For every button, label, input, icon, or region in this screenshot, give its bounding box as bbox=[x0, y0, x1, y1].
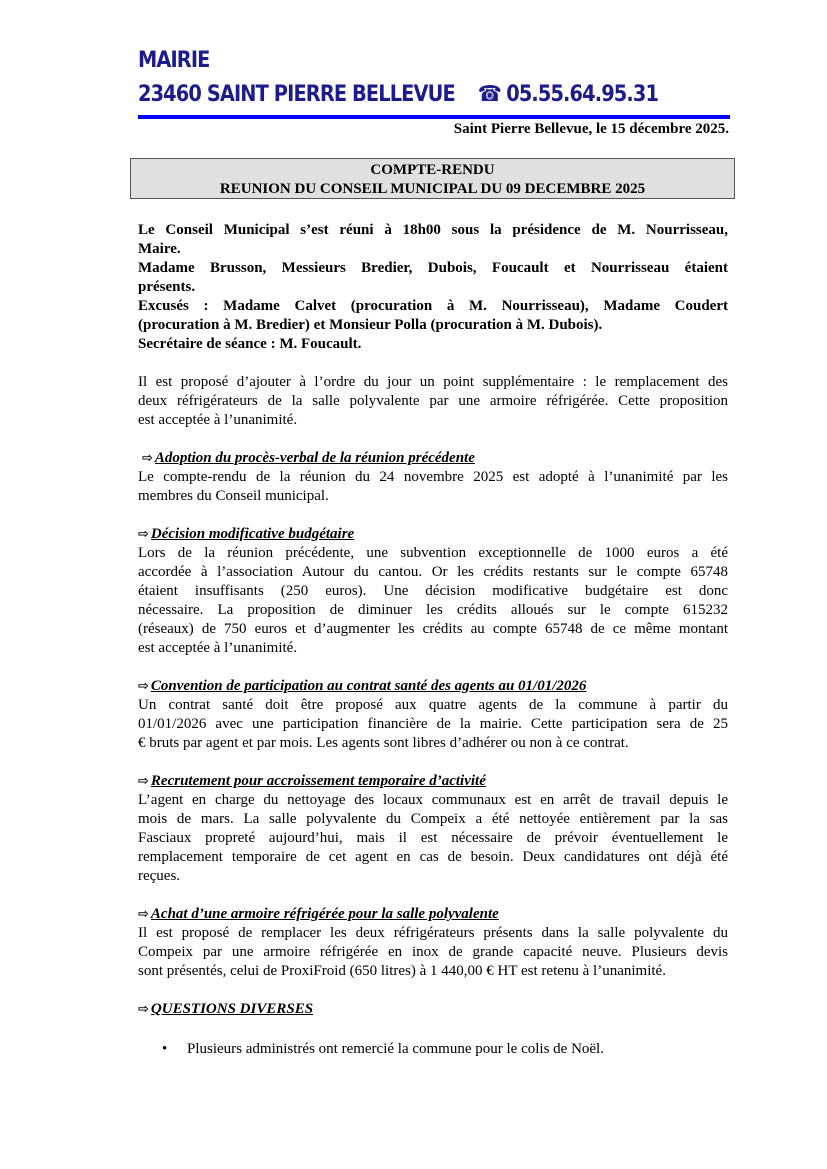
text-line: membres du Conseil municipal. bbox=[138, 488, 329, 504]
section-title: Recrutement pour accroissement temporaire d’activité bbox=[150, 773, 486, 789]
questions-section bbox=[138, 1000, 728, 1059]
mairie-heading: MAIRIE bbox=[138, 48, 210, 73]
text-line: est acceptée à l’unanimité. bbox=[138, 412, 298, 428]
title-line-1: COMPTE-RENDU bbox=[370, 162, 495, 178]
text-line: Un contrat santé doit être proposé aux quatre agents de la commune à partir du bbox=[138, 697, 728, 713]
section-heading bbox=[138, 772, 728, 791]
text-line: € bruts par agent et par mois. Les agents sont libres d’adhérer ou non à ce contrat. bbox=[138, 735, 629, 751]
title-box bbox=[130, 158, 735, 199]
arrow-right-icon: ⇨ bbox=[142, 451, 153, 466]
section-title: Adoption du procès-verbal de la réunion précédente bbox=[154, 450, 475, 466]
town-name: 23460 SAINT PIERRE BELLEVUE bbox=[138, 82, 455, 107]
text-line: reçues. bbox=[138, 868, 181, 884]
document-date: Saint Pierre Bellevue, le 15 décembre 2025. bbox=[453, 121, 729, 137]
agenda-section bbox=[138, 905, 728, 981]
text-line: Il est proposé d’ajouter à l’ordre du jour un point supplémentaire : le remplacement des bbox=[138, 374, 728, 390]
bullet-icon: • bbox=[162, 1041, 168, 1057]
header-rule bbox=[138, 115, 730, 119]
paragraph bbox=[138, 221, 728, 354]
section-heading bbox=[138, 449, 728, 468]
text-line: Fasciaux propreté aujourd’hui, mais il est nécessaire de prévoir éventuellement le bbox=[138, 830, 728, 846]
text-line: Madame Brusson, Messieurs Bredier, Dubois, Foucault et Nourrisseau étaient bbox=[138, 260, 728, 276]
mairie-address bbox=[138, 82, 658, 107]
agenda-section bbox=[138, 449, 728, 506]
text-line: 01/01/2026 avec une participation financière de la mairie. Cette participation sera de 25 bbox=[138, 716, 728, 732]
text-line: Lors de la réunion précédente, une subvention exceptionnelle de 1000 euros a été bbox=[138, 545, 728, 561]
text-line: Le Conseil Municipal s’est réuni à 18h00 sous la présidence de M. Nourrisseau, bbox=[138, 222, 728, 238]
text-line: sont présentés, celui de ProxiFroid (650 litres) à 1 440,00 € HT est retenu à l’unanimité. bbox=[138, 963, 666, 979]
arrow-right-icon: ⇨ bbox=[138, 1002, 149, 1017]
section-title: Convention de participation au contrat santé des agents au 01/01/2026 bbox=[150, 678, 587, 694]
paragraph bbox=[138, 373, 728, 430]
text-line: Le compte-rendu de la réunion du 24 novembre 2025 est adopté à l’unanimité par les bbox=[138, 469, 728, 485]
text-line: nécessaire. La proposition de diminuer les crédits alloués sur le compte 615232 bbox=[138, 602, 728, 618]
section-heading bbox=[138, 677, 728, 696]
text-line: Il est proposé de remplacer les deux réfrigérateurs présents dans la salle polyvalente du bbox=[138, 925, 728, 941]
agenda-section bbox=[138, 677, 728, 753]
section-title: Achat d’une armoire réfrigérée pour la salle polyvalente bbox=[150, 906, 499, 922]
text-line: Secrétaire de séance : M. Foucault. bbox=[138, 336, 362, 352]
arrow-right-icon: ⇨ bbox=[138, 774, 149, 789]
text-line: Excusés : Madame Calvet (procuration à M. Nourrisseau), Madame Coudert bbox=[138, 298, 728, 314]
arrow-right-icon: ⇨ bbox=[138, 679, 149, 694]
document-body bbox=[138, 221, 728, 1059]
text-line: Maire. bbox=[138, 241, 181, 257]
list-item bbox=[138, 1040, 728, 1059]
text-line: (réseaux) de 750 euros et d’augmenter les crédits au compte 65748 de ce même montant bbox=[138, 621, 728, 637]
section-title: QUESTIONS DIVERSES bbox=[150, 1001, 314, 1017]
agenda-section bbox=[138, 772, 728, 886]
text-line: remplacement temporaire de cet agent en cas de besoin. Deux candidatures ont déjà été bbox=[138, 849, 728, 865]
phone-number: 05.55.64.95.31 bbox=[506, 82, 659, 107]
telephone-icon: ☎ bbox=[477, 82, 501, 107]
section-heading bbox=[138, 525, 728, 544]
text-line: est acceptée à l’unanimité. bbox=[138, 640, 298, 656]
text-line: mois de mars. La salle polyvalente du Compeix a été nettoyée entièrement par la sas bbox=[138, 811, 728, 827]
text-line: présents. bbox=[138, 279, 196, 295]
bullet-text: Plusieurs administrés ont remercié la commune pour le colis de Noël. bbox=[187, 1041, 604, 1057]
section-heading bbox=[138, 905, 728, 924]
text-line: deux réfrigérateurs de la salle polyvalente par une armoire réfrigérée. Cette proposition bbox=[138, 393, 728, 409]
text-line: L’agent en charge du nettoyage des locaux communaux est en arrêt de travail depuis le bbox=[138, 792, 728, 808]
section-heading bbox=[138, 1000, 728, 1019]
section-title: Décision modificative budgétaire bbox=[150, 526, 355, 542]
text-line: Compeix par une armoire réfrigérée en inox de grande capacité neuve. Plusieurs devis bbox=[138, 944, 728, 960]
text-line: accordée à l’association Autour du cantou. Or les crédits restants sur le compte 65748 bbox=[138, 564, 728, 580]
text-line: (procuration à M. Bredier) et Monsieur Polla (procuration à M. Dubois). bbox=[138, 317, 603, 333]
text-line: étaient insuffisants (250 euros). Une décision modificative budgétaire est donc bbox=[138, 583, 728, 599]
arrow-right-icon: ⇨ bbox=[138, 527, 149, 542]
title-line-2: REUNION DU CONSEIL MUNICIPAL DU 09 DECEMBRE 2025 bbox=[219, 181, 646, 197]
agenda-section bbox=[138, 525, 728, 658]
arrow-right-icon: ⇨ bbox=[138, 907, 149, 922]
